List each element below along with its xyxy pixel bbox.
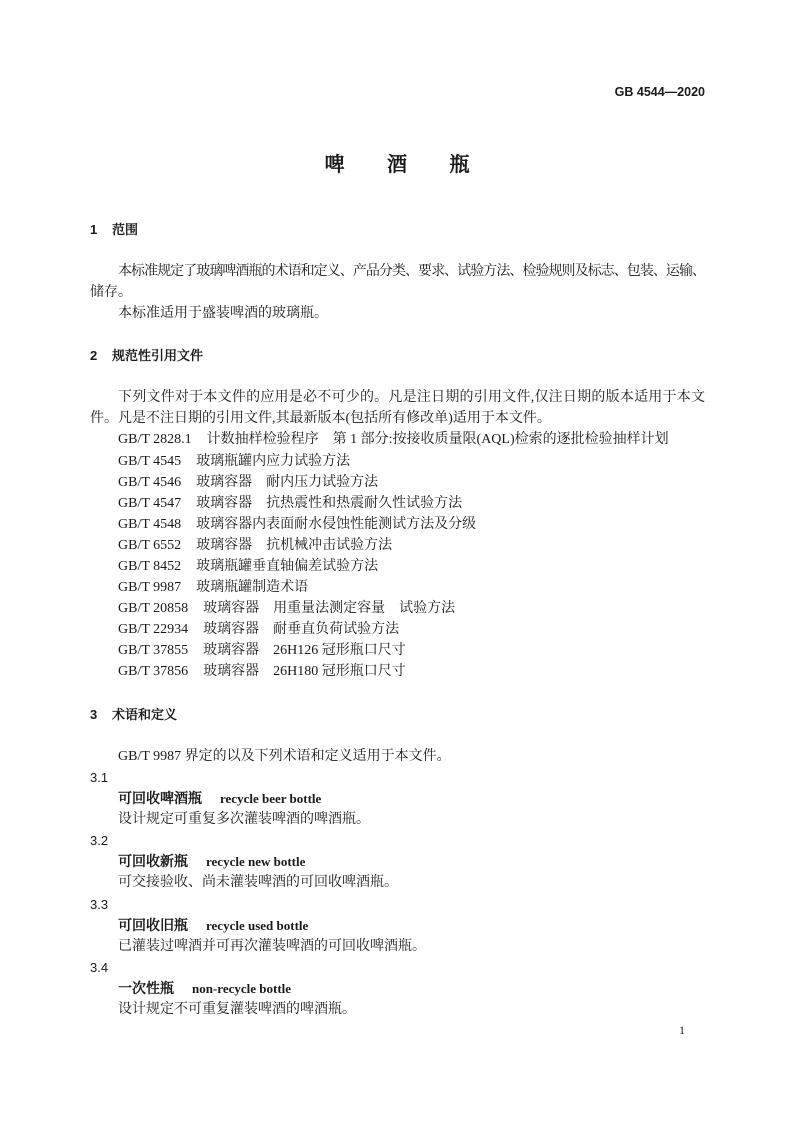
term-chinese: 可回收啤酒瓶	[118, 790, 202, 807]
term-english: recycle beer bottle	[220, 791, 322, 807]
section-number: 3	[90, 706, 98, 722]
section-normative-references	[90, 345, 705, 683]
reference-item	[90, 598, 705, 619]
reference-item	[90, 556, 705, 577]
reference-code: GB/T 8452	[118, 559, 182, 574]
document-body	[90, 219, 705, 1021]
reference-title: 玻璃容器内表面耐水侵蚀性能测试方法及分级	[196, 516, 477, 532]
reference-title: 玻璃容器 抗热震性和热震耐久性试验方法	[196, 495, 463, 511]
reference-item	[90, 535, 705, 556]
section-title: 范围	[112, 221, 139, 237]
reference-code: GB/T 20858	[118, 601, 189, 617]
paragraph-line: 储存。	[90, 284, 132, 300]
term-english: non-recycle bottle	[192, 980, 292, 996]
reference-title: 玻璃瓶罐垂直轴偏差试验方法	[196, 559, 379, 574]
term-chinese: 可回收新瓶	[118, 853, 188, 870]
reference-code: GB/T 4545	[118, 453, 182, 469]
paragraph-line: 下列文件对于本文件的应用是必不可少的。凡是注日期的引用文件,仅注日期的版本适用于本文	[118, 390, 705, 406]
reference-title: 玻璃瓶罐内应力试验方法	[196, 453, 351, 469]
section-terms-definitions	[90, 704, 705, 1020]
paragraph-line: GB/T 9987 界定的以及下列术语和定义适用于本文件。	[118, 748, 451, 764]
reference-item	[90, 493, 705, 514]
term-definition: 设计规定可重复多次灌装啤酒的啤酒瓶。	[118, 812, 370, 828]
term-definition: 设计规定不可重复灌装啤酒的啤酒瓶。	[118, 1001, 356, 1017]
standard-number: GB 4544—2020	[614, 85, 705, 99]
page-number: 1	[679, 1023, 685, 1037]
term-number: 3.3	[90, 896, 109, 912]
reference-code: GB/T 4548	[118, 516, 182, 532]
term-number: 3.1	[90, 769, 109, 785]
paragraph-line: 本标准规定了玻璃啤酒瓶的术语和定义、产品分类、要求、试验方法、检验规则及标志、包装、运输、	[118, 263, 705, 279]
reference-title: 玻璃容器 26H180 冠形瓶口尺寸	[203, 664, 406, 680]
section-heading	[90, 704, 705, 725]
reference-code: GB/T 37855	[118, 643, 189, 659]
section-number: 1	[90, 221, 98, 237]
term-number: 3.2	[90, 833, 109, 849]
section-number: 2	[90, 348, 98, 364]
reference-item	[90, 619, 705, 640]
reference-item	[90, 577, 705, 598]
term-entry	[90, 978, 705, 999]
reference-title: 玻璃容器 用重量法测定容量 试验方法	[203, 601, 456, 617]
term-entry	[90, 851, 705, 872]
term-definition: 可交接验收、尚未灌装啤酒的可回收啤酒瓶。	[118, 875, 398, 891]
reference-title: 玻璃容器 抗机械冲击试验方法	[196, 537, 393, 553]
term-number: 3.4	[90, 959, 109, 975]
reference-item	[90, 451, 705, 472]
paragraph-line: 件。凡是不注日期的引用文件,其最新版本(包括所有修改单)适用于本文件。	[90, 411, 551, 427]
section-title: 术语和定义	[112, 706, 178, 722]
reference-title: 玻璃瓶罐制造术语	[196, 580, 309, 596]
document-title: 啤 酒 瓶	[324, 154, 470, 176]
section-heading	[90, 219, 705, 240]
reference-code: GB/T 9987	[118, 580, 182, 596]
reference-item	[90, 661, 705, 682]
term-chinese: 一次性瓶	[118, 979, 174, 996]
reference-item	[90, 429, 705, 450]
reference-title: 计数抽样检验程序 第 1 部分:按接收质量限(AQL)检索的逐批检验抽样计划	[206, 432, 669, 448]
reference-code: GB/T 2828.1	[118, 432, 192, 448]
reference-item	[90, 640, 705, 661]
section-title: 规范性引用文件	[112, 348, 204, 364]
paragraph-line: 本标准适用于盛装啤酒的玻璃瓶。	[118, 305, 328, 321]
term-definition: 已灌装过啤酒并可再次灌装啤酒的可回收啤酒瓶。	[118, 938, 426, 954]
term-entry	[90, 915, 705, 936]
reference-code: GB/T 22934	[118, 622, 189, 638]
term-english: recycle new bottle	[206, 854, 306, 870]
section-scope	[90, 219, 705, 324]
reference-code: GB/T 4547	[118, 495, 182, 511]
reference-code: GB/T 4546	[118, 474, 182, 490]
reference-code: GB/T 37856	[118, 664, 189, 680]
section-heading	[90, 345, 705, 366]
term-chinese: 可回收旧瓶	[118, 916, 188, 933]
reference-item	[90, 472, 705, 493]
reference-item	[90, 514, 705, 535]
reference-code: GB/T 6552	[118, 537, 182, 553]
term-entry	[90, 788, 705, 809]
reference-title: 玻璃容器 耐内压力试验方法	[196, 474, 379, 490]
term-english: recycle used bottle	[206, 917, 309, 933]
reference-title: 玻璃容器 26H126 冠形瓶口尺寸	[203, 643, 406, 659]
reference-title: 玻璃容器 耐垂直负荷试验方法	[203, 622, 400, 638]
